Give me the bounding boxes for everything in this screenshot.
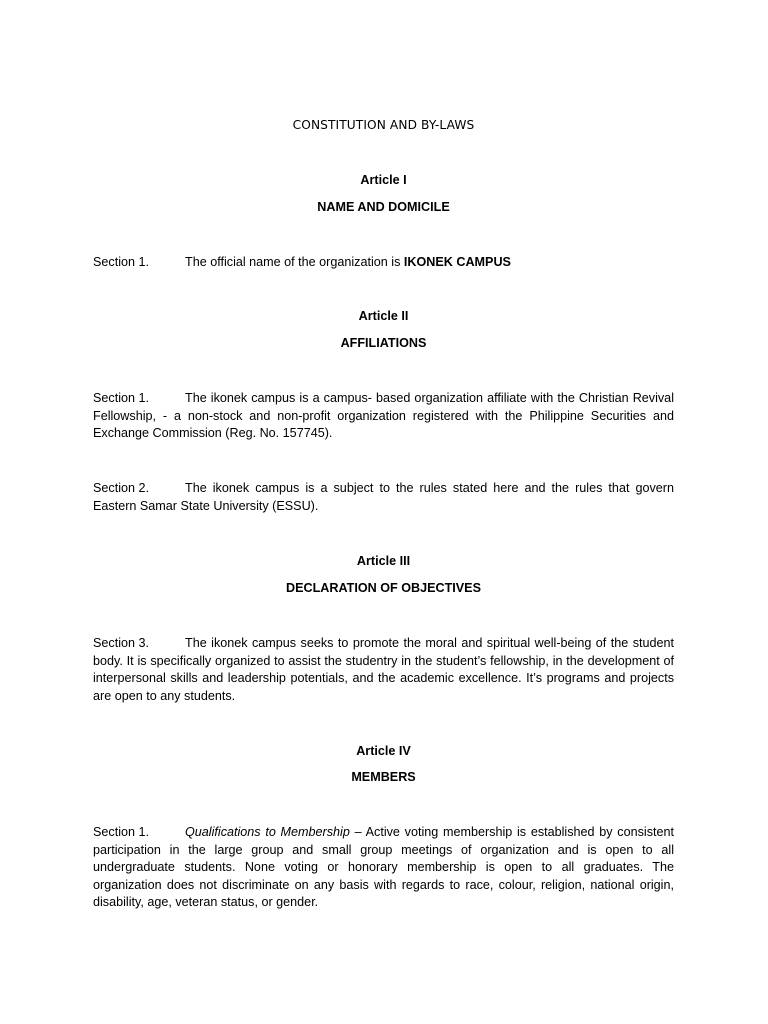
article-4-heading: MEMBERS — [351, 770, 416, 784]
section-text: The official name of the organization is — [185, 255, 404, 269]
article-2-section-1 — [93, 390, 674, 443]
section-text: The ikonek campus seeks to promote the moral and spiritual well-being of the student body. It is specifically organized to assist the studentry in the student’s fellowship, in the development of interpersonal skills and leadership potentials, and the academic excellence. It’s programs and projects are open to any students. — [93, 636, 674, 703]
organization-name: IKONEK CAMPUS — [403, 255, 511, 269]
section-emphasis: Qualifications to Membership — [185, 825, 350, 839]
article-3-heading: DECLARATION OF OBJECTIVES — [286, 581, 481, 595]
article-1-number: Article I — [360, 173, 407, 187]
article-1-section-1 — [93, 254, 674, 272]
section-label: Section 3. — [93, 636, 150, 650]
section-label: Section 1. — [93, 825, 150, 839]
section-label: Section 2. — [93, 481, 150, 495]
article-1-heading: NAME AND DOMICILE — [317, 200, 450, 214]
article-2-section-2 — [93, 480, 674, 515]
document-title: CONSTITUTION AND BY-LAWS — [292, 118, 475, 132]
article-3-section-3 — [93, 635, 674, 705]
article-4-number: Article IV — [356, 744, 411, 758]
section-label: Section 1. — [93, 391, 150, 405]
section-text: The ikonek campus is a campus- based organization affiliate with the Christian Revival Fellowship, - a non-stock and non-profit organization registered with the Philippine Securities and Exchange Commission (Reg. No. 157745). — [93, 391, 674, 441]
article-3-number: Article III — [356, 554, 411, 568]
section-text: The ikonek campus is a subject to the rules stated here and the rules that govern Eastern Samar State University (ESSU). — [93, 481, 674, 513]
section-label: Section 1. — [93, 255, 150, 269]
article-2-number: Article II — [358, 309, 409, 323]
article-2-heading: AFFILIATIONS — [340, 336, 427, 350]
article-4-section-1 — [93, 824, 674, 912]
section-text: – Active voting membership is established by consistent participation in the large group and small group meetings of organization and is open to all undergraduate students. None voting or honorary membership is open to all graduates. The organization does not discriminate on any basis with regards to race, colour, religion, national origin, disability, age, veteran status, or gender. — [93, 825, 674, 910]
